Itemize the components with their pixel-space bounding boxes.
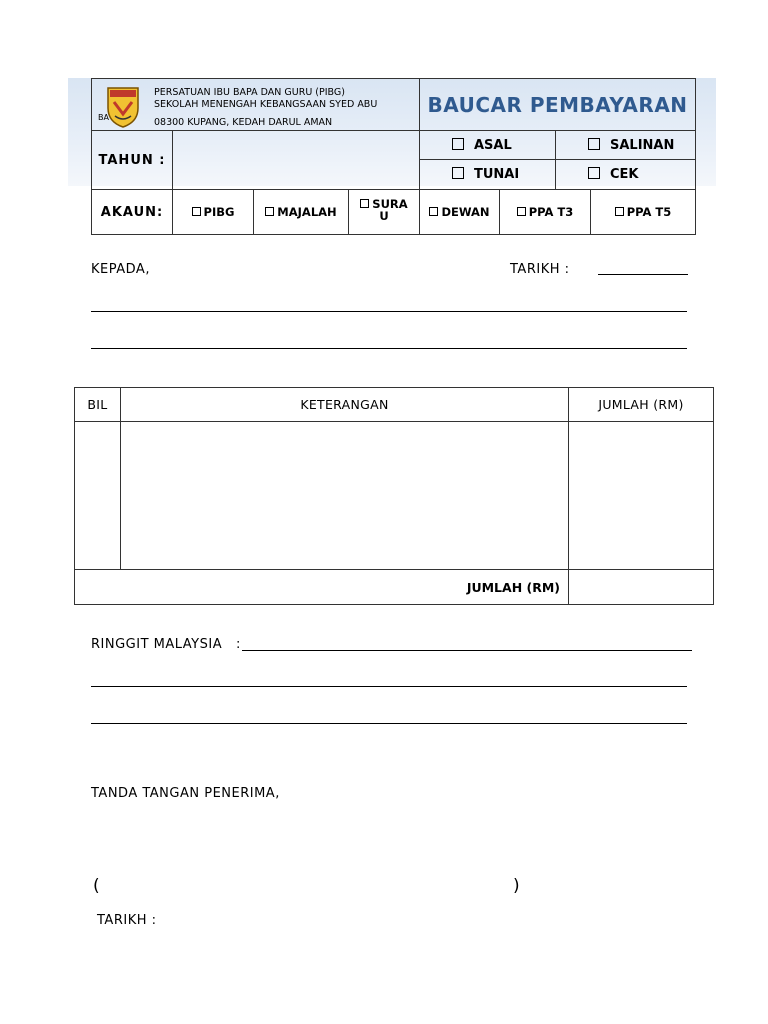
items-table	[74, 387, 714, 605]
option-asal[interactable]: ASAL	[420, 131, 556, 160]
signature-open-paren: (	[93, 876, 100, 896]
ringgit-line-1[interactable]	[242, 650, 692, 651]
akaun-label: AKAUN:	[92, 190, 173, 235]
kepada-label: KEPADA,	[91, 262, 150, 277]
tarikh-label: TARIKH :	[510, 262, 570, 277]
col-bil: BIL	[75, 388, 121, 422]
account-pibg[interactable]: PIBG	[173, 190, 254, 235]
school-crest-icon	[106, 86, 140, 128]
col-keterangan: KETERANGAN	[121, 388, 569, 422]
signature-close-paren: )	[513, 876, 520, 896]
ringgit-line-3[interactable]	[91, 723, 687, 724]
checkbox-icon[interactable]	[588, 167, 600, 179]
checkbox-icon[interactable]	[588, 138, 600, 150]
checkbox-icon[interactable]	[517, 207, 526, 216]
checkbox-icon[interactable]	[265, 207, 274, 216]
option-salinan[interactable]: SALINAN	[556, 131, 696, 160]
voucher-title: BAUCAR PEMBAYARAN	[420, 79, 696, 131]
kepada-line-1[interactable]	[91, 311, 687, 312]
signature-label: TANDA TANGAN PENERIMA,	[91, 786, 280, 801]
account-ppa-t5[interactable]: PPA T5	[591, 190, 696, 235]
tarikh-field[interactable]	[598, 274, 688, 275]
checkbox-icon[interactable]	[452, 138, 464, 150]
bil-cell[interactable]	[75, 422, 121, 570]
checkbox-icon[interactable]	[615, 207, 624, 216]
checkbox-icon[interactable]	[429, 207, 438, 216]
signature-tarikh-label: TARIKH :	[97, 913, 157, 928]
option-cek[interactable]: CEK	[556, 160, 696, 190]
jumlah-cell[interactable]	[569, 422, 714, 570]
account-dewan[interactable]: DEWAN	[420, 190, 500, 235]
tahun-field[interactable]	[173, 131, 420, 190]
col-jumlah: JUMLAH (RM)	[569, 388, 714, 422]
voucher-header	[91, 78, 696, 235]
ringgit-line-2[interactable]	[91, 686, 687, 687]
checkbox-icon[interactable]	[360, 199, 369, 208]
account-ppa-t3[interactable]: PPA T3	[500, 190, 591, 235]
account-surau[interactable]: SURA U	[349, 190, 420, 235]
kepada-line-2[interactable]	[91, 348, 687, 349]
school-name: SEKOLAH MENENGAH KEBANGSAAN SYED ABU	[154, 98, 378, 110]
crest-caption: BA	[98, 112, 109, 122]
tahun-label: TAHUN :	[92, 131, 173, 190]
account-majalah[interactable]: MAJALAH	[254, 190, 349, 235]
org-block	[92, 79, 420, 131]
checkbox-icon[interactable]	[452, 167, 464, 179]
signature-name-field[interactable]	[102, 868, 510, 896]
keterangan-cell[interactable]	[121, 422, 569, 570]
ringgit-label: RINGGIT MALAYSIA :	[91, 637, 241, 652]
option-tunai[interactable]: TUNAI	[420, 160, 556, 190]
checkbox-icon[interactable]	[192, 207, 201, 216]
org-name: PERSATUAN IBU BAPA DAN GURU (PIBG)	[154, 86, 345, 98]
total-label: JUMLAH (RM)	[75, 570, 569, 605]
total-value-cell[interactable]	[569, 570, 714, 605]
school-address: 08300 KUPANG, KEDAH DARUL AMAN	[154, 116, 333, 128]
